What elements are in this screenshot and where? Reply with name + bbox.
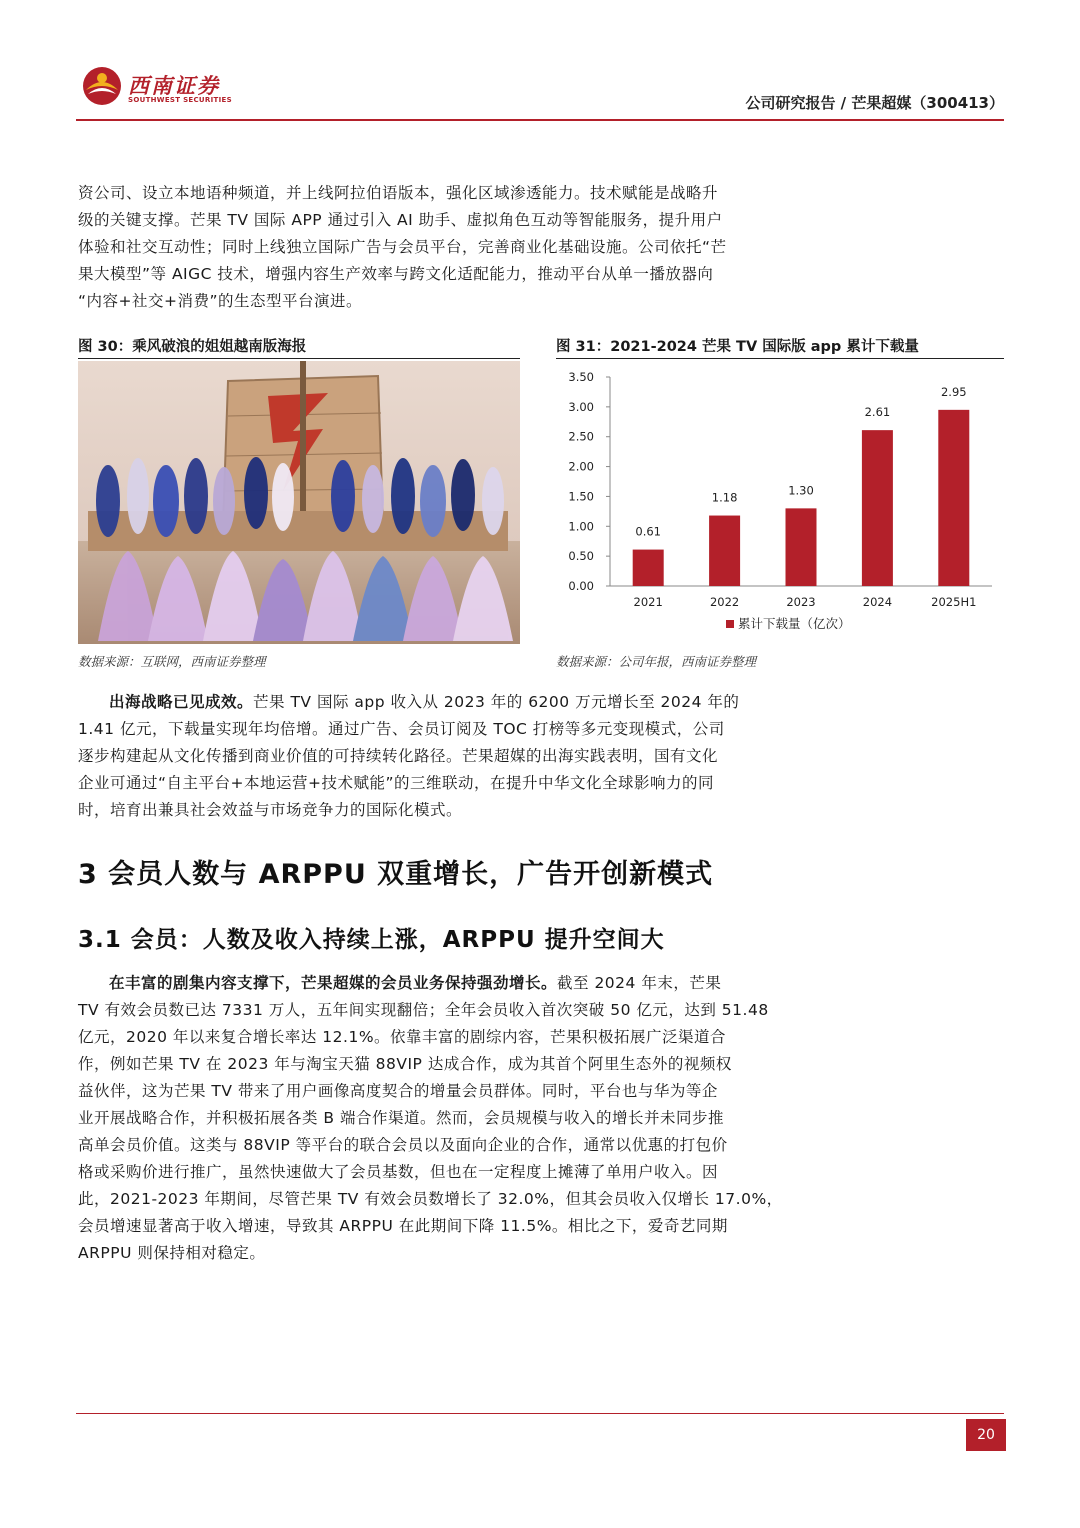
x-tick-label: 2021 [633,595,663,609]
data-label: 1.30 [788,483,814,498]
overseas-paragraph [78,689,802,824]
data-label: 0.61 [635,524,662,539]
membership-lead: 在丰富的剧集内容支撑下，芒果超媒的会员业务保持强劲增长。 [109,974,558,992]
data-label: 2.95 [940,384,967,399]
logo-english-name: SOUTHWEST SECURITIES [128,96,232,104]
membership-line: 高单会员价值。这类与 88VIP 等平台的联合会员以及面向企业的合作，通常以优惠的打包价 [78,1136,728,1154]
membership-line: 益伙伴，这为芒果 TV 带来了用户画像高度契合的增量会员群体。同时，平台也与华为等企 [78,1082,718,1100]
x-tick-label: 2022 [709,595,740,609]
y-tick-label: 2.00 [568,459,594,474]
figure31-source: 数据来源：公司年报，西南证券整理 [556,654,757,669]
y-tick-label: 3.50 [568,370,594,384]
y-tick-label: 0.50 [568,549,594,564]
overseas-line: 1.41 亿元，下载量实现年均倍增。通过广告、会员订阅及 TOC 打榜等多元变现模式，公司 [78,720,725,738]
membership-line: 截至 2024 年末，芒果 [557,974,722,992]
overseas-line: 企业可通过“自主平台+本地运营+技术赋能”的三维联动，在提升中华文化全球影响力的同 [78,774,715,792]
footer-divider [76,1413,1004,1414]
figure31-caption: 图 31：2021-2024 芒果 TV 国际版 app 累计下载量 [556,339,919,355]
intro-line: “内容+社交+消费”的生态型平台演进。 [78,292,363,310]
figure30-poster-image [78,361,520,644]
page-number: 20 [966,1419,1006,1451]
membership-line: 业开展战略合作，并积极拓展各类 B 端合作渠道。然而，会员规模与收入的增长并未同步推 [78,1109,724,1127]
y-tick-label: 3.00 [568,399,594,414]
data-label: 1.18 [711,490,738,505]
membership-line-1 [78,970,802,997]
intro-line: 体验和社交互动性；同时上线独立国际广告与会员平台，完善商业化基础设施。公司依托“芒 [78,238,727,256]
intro-paragraph [78,180,802,315]
overseas-line: 逐步构建起从文化传播到商业价值的可持续转化路径。芒果超媒的出海实践表明，国有文化 [78,747,719,765]
membership-paragraph [78,970,802,1267]
intro-line: 级的关键支撑。芒果 TV 国际 APP 通过引入 AI 助手、虚拟角色互动等智能服务，提升用户 [78,211,723,229]
x-tick-label: 2023 [786,595,816,609]
report-title: 公司研究报告 / 芒果超媒（300413） [745,94,1004,112]
figure31-bar-chart [556,362,1004,648]
overseas-line: 芒果 TV 国际 app 收入从 2023 年的 6200 万元增长至 2024 年的 [253,693,740,711]
header-divider [76,119,1004,121]
bar-2025H1 [938,410,969,586]
x-tick-label: 2024 [862,595,893,609]
membership-line: 会员增速显著高于收入增速，导致其 ARPPU 在此期间下降 11.5%。相比之下，爱奇艺同期 [78,1217,728,1235]
membership-line: 作，例如芒果 TV 在 2023 年与淘宝天猫 88VIP 达成合作，成为其首个阿里生态外的视频权 [78,1055,732,1073]
membership-line: 格或采购价进行推广，虽然快速做大了会员基数，但也在一定程度上摊薄了单用户收入。因 [78,1163,719,1181]
bar-2022 [709,516,740,586]
overseas-line-1 [78,689,802,716]
membership-line: ARPPU 则保持相对稳定。 [78,1244,266,1262]
data-label: 2.61 [864,405,891,420]
bar-2023 [786,508,817,586]
y-tick-label: 1.50 [568,489,594,504]
logo-mark-icon [82,66,122,106]
overseas-line: 时，培育出兼具社会效益与市场竞争力的国际化模式。 [78,801,463,819]
y-tick-label: 0.00 [568,579,594,593]
bar-2024 [862,430,893,586]
overseas-lead: 出海战略已见成效。 [109,693,254,711]
y-tick-label: 2.50 [568,429,594,444]
legend-label: 累计下载量（亿次） [738,616,851,631]
subsection-heading: 3.1 会员：人数及收入持续上涨，ARPPU 提升空间大 [78,927,665,953]
figure30-caption: 图 30：乘风破浪的姐姐越南版海报 [78,339,307,355]
legend-swatch [726,620,734,628]
figure30-source: 数据来源：互联网，西南证券整理 [78,654,266,669]
membership-line: TV 有效会员数已达 7331 万人，五年间实现翻倍；全年会员收入首次突破 50 亿元，达到 51.48 [78,1001,769,1019]
membership-line: 亿元，2020 年以来复合增长率达 12.1%。依靠丰富的剧综内容，芒果积极拓展广泛渠道合 [78,1028,727,1046]
bar-2021 [633,550,664,586]
y-tick-label: 1.00 [568,519,594,534]
x-tick-label: 2025H1 [931,595,977,609]
logo-chinese-name: 西南证券 [128,73,220,98]
intro-line: 资公司、设立本地语种频道，并上线阿拉伯语版本，强化区域渗透能力。技术赋能是战略升 [78,184,719,202]
intro-line: 果大模型”等 AIGC 技术，增强内容生产效率与跨文化适配能力，推动平台从单一播放器向 [78,265,714,283]
company-logo [82,66,232,110]
figure31-rule [556,358,1004,359]
membership-line: 此，2021-2023 年期间，尽管芒果 TV 有效会员数增长了 32.0%，但其会员收入仅增长 17.0%， [78,1190,783,1208]
section-heading: 3 会员人数与 ARPPU 双重增长，广告开创新模式 [78,859,714,890]
figure30-rule [78,358,520,359]
